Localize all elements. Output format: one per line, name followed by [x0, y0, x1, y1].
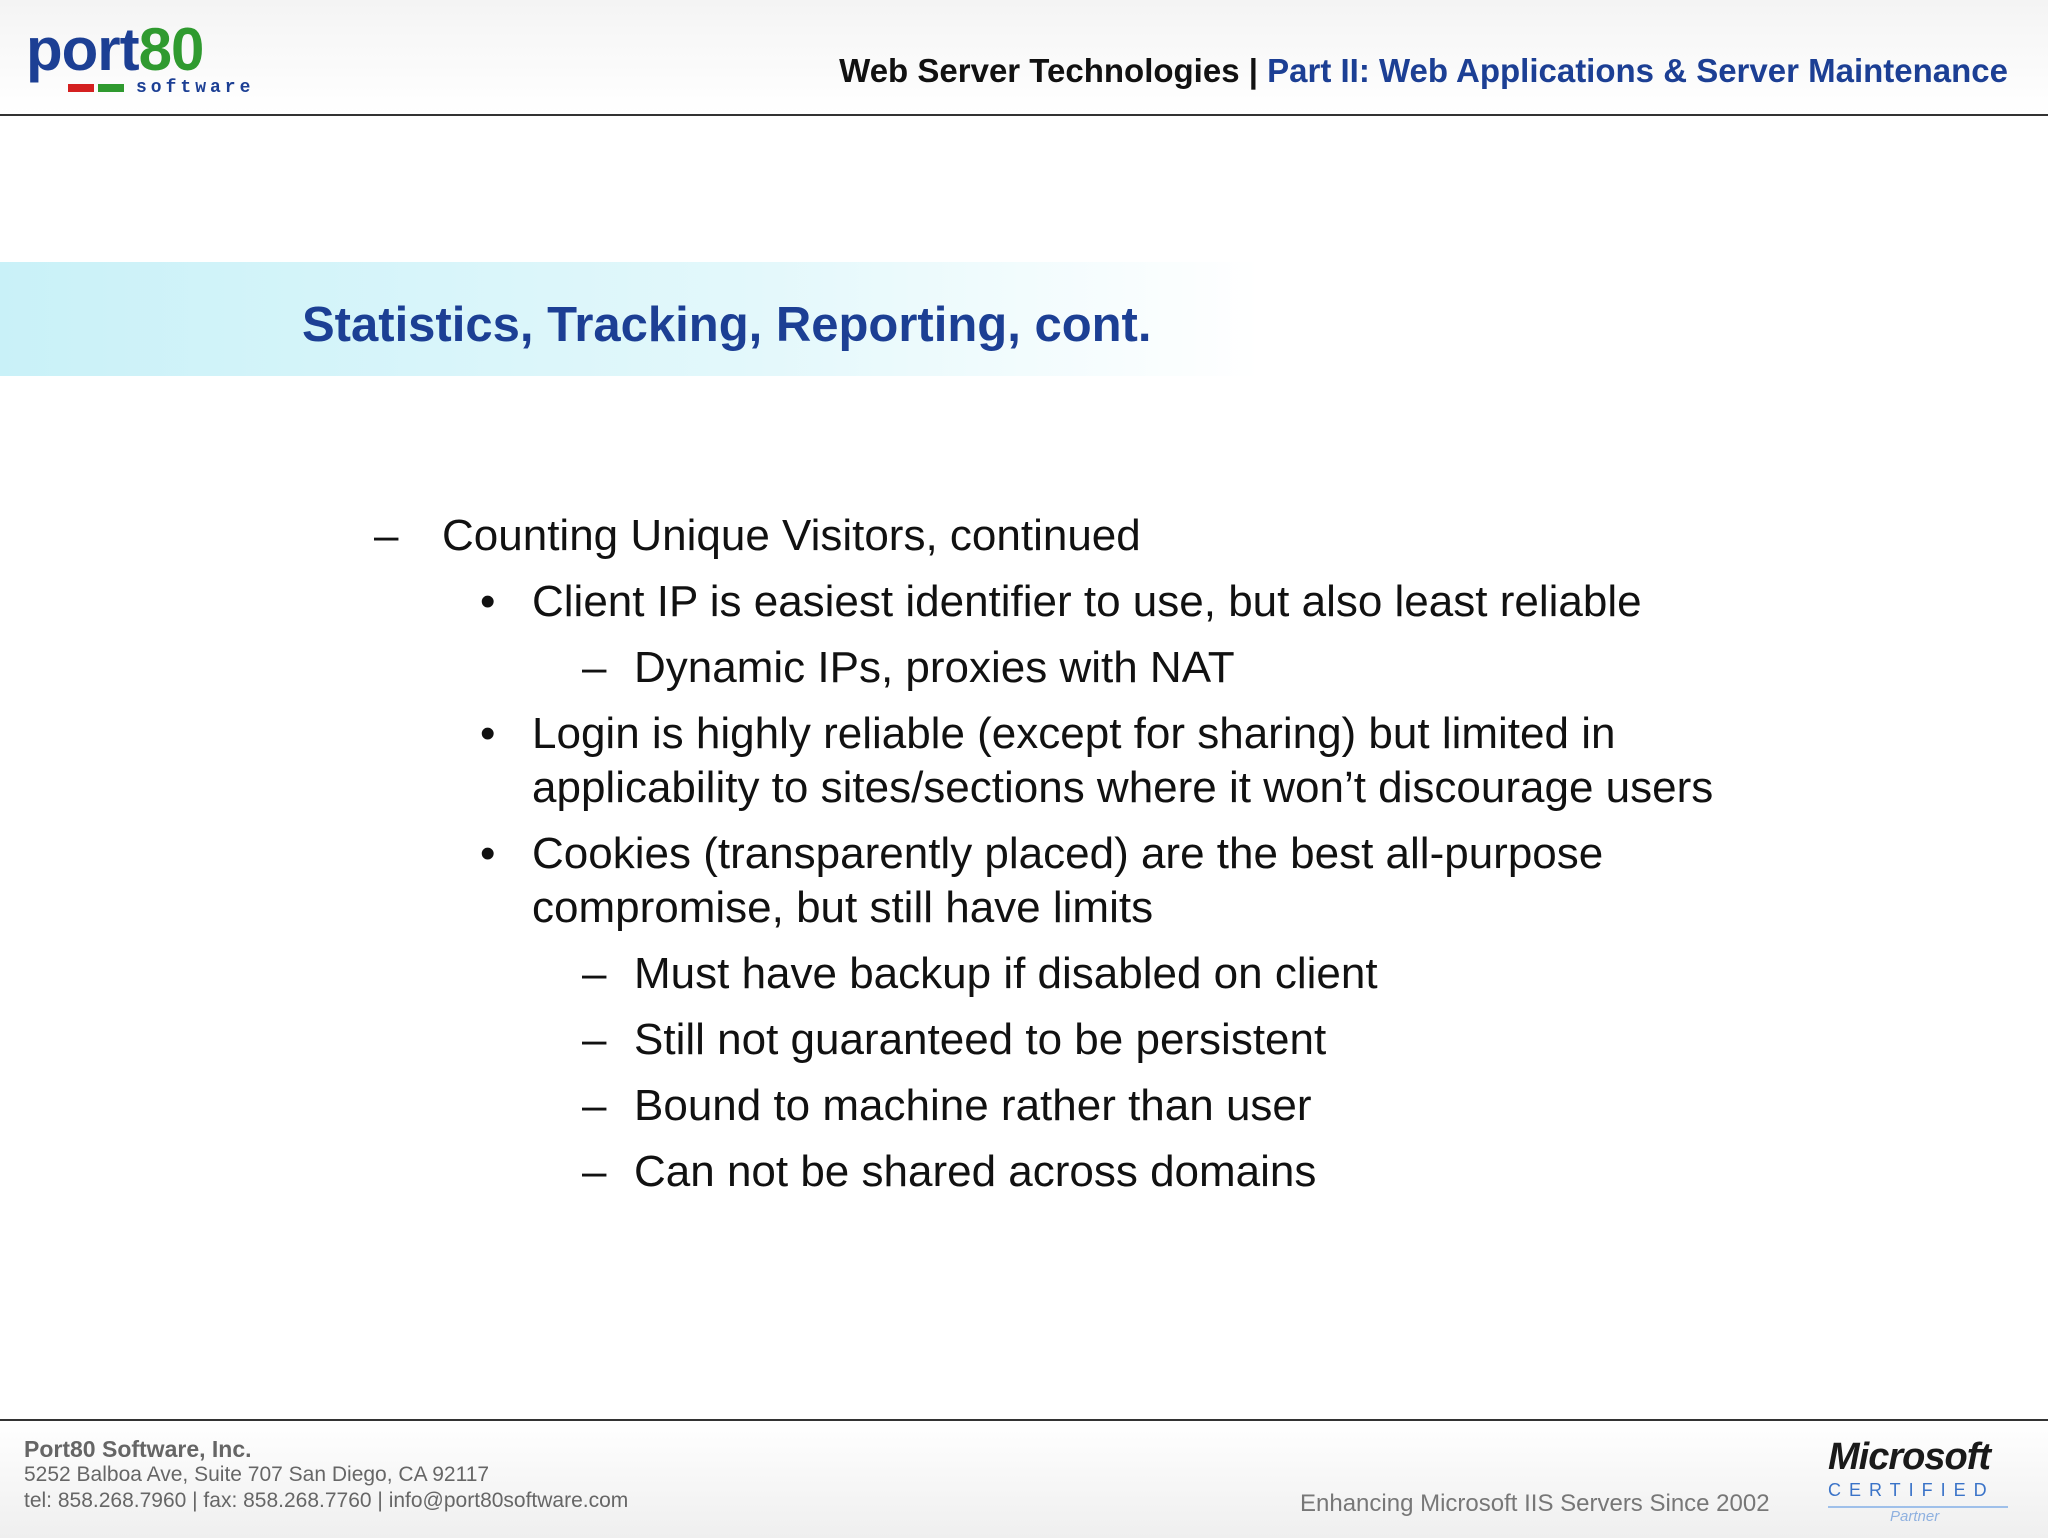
- slide-title: Statistics, Tracking, Reporting, cont.: [302, 298, 1152, 352]
- logo-red-bar: [68, 84, 94, 92]
- logo-word-port: port: [26, 16, 139, 83]
- outline-marker-bullet: •: [480, 709, 496, 758]
- logo-green-bar: [98, 84, 124, 92]
- outline-marker-dash: –: [582, 1081, 607, 1130]
- footer-address: 5252 Balboa Ave, Suite 707 San Diego, CA 92117: [24, 1463, 490, 1486]
- header-title-course: Web Server Technologies: [839, 52, 1240, 89]
- outline-item-counting-unique-visitors: Counting Unique Visitors, continued: [442, 511, 1141, 560]
- microsoft-wordmark: Microsoft: [1828, 1436, 1990, 1478]
- certified-label: CERTIFIED: [1828, 1480, 1995, 1500]
- outline-item-backup: Must have backup if disabled on client: [634, 949, 1378, 998]
- outline-item-dynamic-ips: Dynamic IPs, proxies with NAT: [634, 643, 1235, 692]
- microsoft-certified-partner-logo: [1824, 1436, 2024, 1526]
- outline-item-cookies: Cookies (transparently placed) are the best all-purpose: [532, 829, 1604, 878]
- logo-subtitle: software: [136, 78, 255, 98]
- logo-wordmark: [26, 18, 203, 82]
- outline-marker-bullet: •: [480, 577, 496, 626]
- outline-marker-dash: –: [582, 643, 607, 692]
- footer-tagline: Enhancing Microsoft IIS Servers Since 2002: [1300, 1490, 1770, 1517]
- outline-item-login-continued: applicability to sites/sections where it won’t discourage users: [532, 763, 1714, 812]
- outline-marker-bullet: •: [480, 829, 496, 878]
- footer-company-name: Port80 Software, Inc.: [24, 1436, 252, 1462]
- outline-item-persistent: Still not guaranteed to be persistent: [634, 1015, 1327, 1064]
- logo-word-80: 80: [138, 16, 204, 83]
- slide-header: [0, 0, 2048, 116]
- outline-marker-dash: –: [582, 1015, 607, 1064]
- outline-item-client-ip: Client IP is easiest identifier to use, but also least reliable: [532, 577, 1642, 626]
- outline-item-domains: Can not be shared across domains: [634, 1147, 1317, 1196]
- footer-contact: tel: 858.268.7960 | fax: 858.268.7760 | info@port80software.com: [24, 1489, 629, 1512]
- header-title-separator: |: [1239, 52, 1268, 89]
- header-title: [839, 52, 2008, 90]
- outline-marker-dash: –: [374, 511, 399, 560]
- outline-marker-dash: –: [582, 949, 607, 998]
- outline-item-machine-bound: Bound to machine rather than user: [634, 1081, 1312, 1130]
- partner-label: Partner: [1890, 1508, 1940, 1525]
- outline-marker-dash: –: [582, 1147, 607, 1196]
- outline-item-cookies-continued: compromise, but still have limits: [532, 883, 1154, 932]
- header-title-part: Part II: Web Applications & Server Maintenance: [1267, 52, 2008, 89]
- port80-logo: [26, 18, 276, 98]
- outline-item-login: Login is highly reliable (except for sharing) but limited in: [532, 709, 1616, 758]
